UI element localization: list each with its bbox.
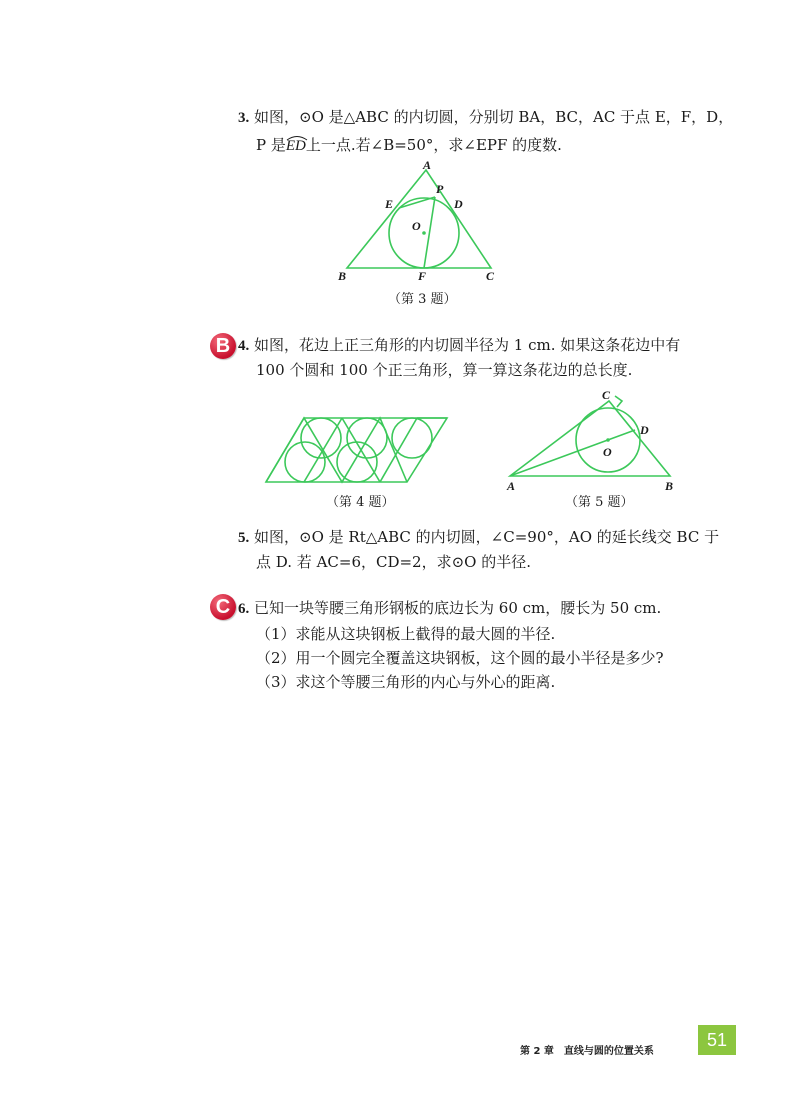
caption-figure-4: （第 4 题） <box>326 495 395 510</box>
problem-4-line-2 <box>256 360 632 380</box>
problem-5-line-2 <box>256 552 531 572</box>
arc-mark-icon <box>286 135 308 141</box>
problem-3-number: 3. <box>238 110 250 126</box>
flower-circle <box>337 442 377 482</box>
label-f: F <box>418 269 427 283</box>
problem-6-line-1 <box>238 598 661 619</box>
label-d: D <box>640 423 649 437</box>
problem-4-number: 4. <box>238 338 250 354</box>
label-o: O <box>412 219 421 233</box>
label-e: E <box>385 197 394 211</box>
label-b: B <box>338 269 347 283</box>
problem-6-sub-1: （1）求能从这块钢板上截得的最大圆的半径. <box>256 625 556 643</box>
arc-ed-label: ED <box>285 138 306 154</box>
problem-3-line-1 <box>238 107 733 128</box>
label-d: D <box>454 197 463 211</box>
label-o: O <box>603 445 612 459</box>
right-triangle-abc <box>510 401 670 476</box>
label-b: B <box>665 479 674 493</box>
problem-3-line-2 <box>256 135 562 156</box>
caption-figure-3: （第 3 题） <box>388 292 457 307</box>
arc-ed <box>286 138 306 154</box>
chapter-footer: 第 2 章 直线与圆的位置关系 <box>520 1046 654 1057</box>
problem-3-text-1: 如图，⊙O 是△ABC 的内切圆，分别切 BA，BC，AC 于点 E，F，D， <box>254 108 734 126</box>
problem-4-text-2: 100 个圆和 100 个正三角形，算一算这条花边的总长度. <box>256 361 633 379</box>
center-point-o <box>606 438 610 442</box>
level-badge-c: C <box>210 594 236 620</box>
problem-4-text-1: 如图，花边上正三角形的内切圆半径为 1 cm. 如果这条花边中有 <box>254 336 681 354</box>
problem-3-text-2a: P 是 <box>256 136 286 154</box>
problem-6-sub-2: （2）用一个圆完全覆盖这块钢板，这个圆的最小半径是多少? <box>256 649 664 667</box>
segment-ad <box>510 430 635 476</box>
right-angle-mark <box>615 396 622 407</box>
level-badge-b: B <box>210 333 236 359</box>
label-a: A <box>507 479 516 493</box>
label-c: C <box>602 388 611 402</box>
zigzag-extra-3 <box>380 418 417 482</box>
page-number: 51 <box>698 1025 736 1055</box>
problem-4-line-1 <box>238 335 680 356</box>
label-p: P <box>436 182 444 196</box>
problem-6-sub-3: （3）求这个等腰三角形的内心与外心的距离. <box>256 673 556 691</box>
parallelogram-border <box>266 418 447 482</box>
label-c: C <box>486 269 495 283</box>
problem-6-number: 6. <box>238 601 250 617</box>
problem-3-text-2b: 上一点.若∠B=50°，求∠EPF 的度数. <box>305 136 562 154</box>
figure-5 <box>505 388 685 498</box>
problem-5-text-2: 点 D. 若 AC=6，CD=2，求⊙O 的半径. <box>256 553 532 571</box>
flower-circle <box>285 442 325 482</box>
problem-5-number: 5. <box>238 530 250 546</box>
center-point-o <box>422 231 426 235</box>
figure-4 <box>262 412 452 484</box>
flower-circle <box>392 418 432 458</box>
caption-figure-5: （第 5 题） <box>565 495 634 510</box>
problem-5-line-1 <box>238 527 719 548</box>
figure-3 <box>330 160 510 285</box>
label-a: A <box>423 158 432 172</box>
problem-5-text-1: 如图，⊙O 是 Rt△ABC 的内切圆，∠C=90°，AO 的延长线交 BC 于 <box>254 528 720 546</box>
problem-6-text-1: 已知一块等腰三角形钢板的底边长为 60 cm，腰长为 50 cm. <box>254 599 662 617</box>
